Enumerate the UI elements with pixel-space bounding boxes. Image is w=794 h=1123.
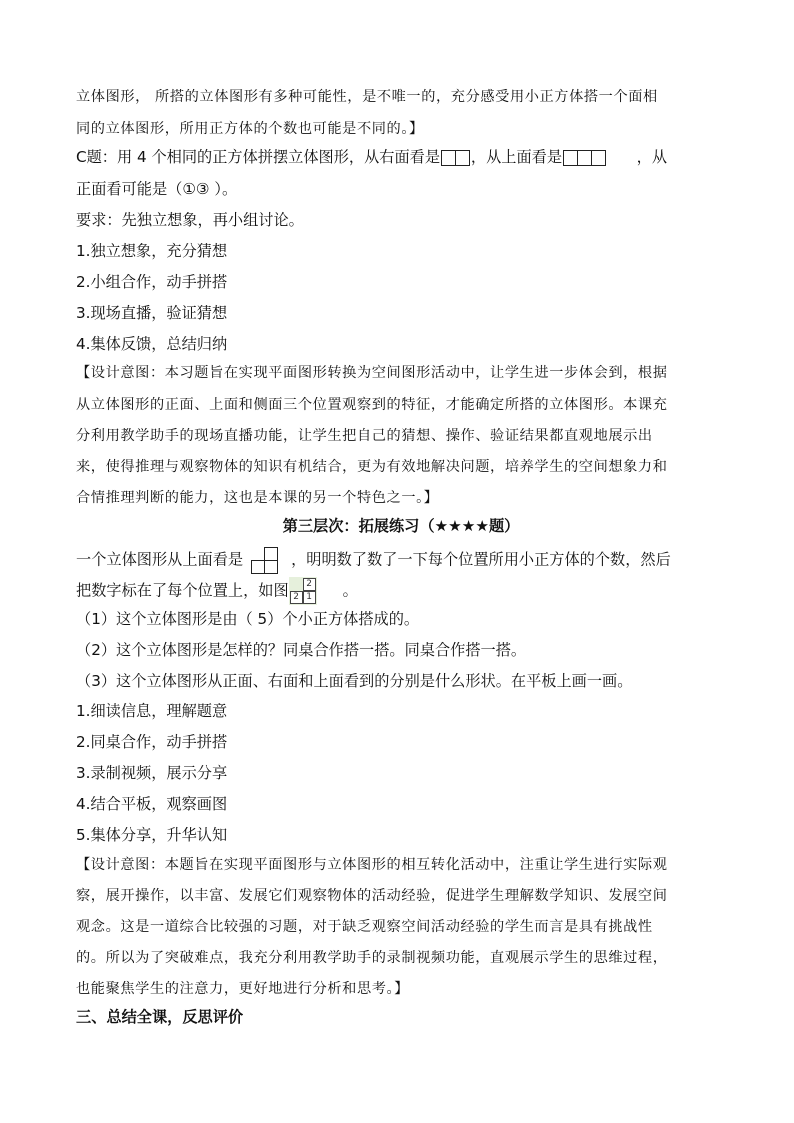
numbered-grid-figure <box>289 577 317 605</box>
extension-line-2 <box>76 577 358 605</box>
design-note-2-line-2: 察，展开操作，以丰富、发展它们观察物体的活动经验，促进学生理解数学知识、发展空间 <box>76 888 668 904</box>
design-note-1-line-5: 合情推理判断的能力，这也是本课的另一个特色之一。】 <box>76 490 439 506</box>
level3-heading: 第三层次：拓展练习（★★★★题） <box>282 517 520 535</box>
requirement-step-2: 2.小组合作，动手拼搭 <box>76 273 228 291</box>
top-view-shape-figure <box>251 546 281 574</box>
c-question-end: ，从 <box>636 148 667 166</box>
extension-step-4: 4.结合平板，观察画图 <box>76 795 228 813</box>
design-note-2-line-3: 观念。这是一道综合比较强的习题，对于缺乏观察空间活动经验的学生而言是具有挑战性 <box>76 919 653 935</box>
requirement-intro: 要求：先独立想象，再小组讨论。 <box>76 211 304 229</box>
right-view-figure <box>441 150 470 166</box>
extension-line-2-prefix: 把数字标在了每个位置上，如图 <box>76 581 289 600</box>
extension-question-2: （2）这个立体图形是怎样的？同桌合作搭一搭。同桌合作搭一搭。 <box>76 641 527 659</box>
extension-step-3: 3.录制视频，展示分享 <box>76 764 228 782</box>
extension-step-5: 5.集体分享，升华认知 <box>76 826 228 844</box>
extension-step-1: 1.细读信息，理解题意 <box>76 702 228 720</box>
requirement-step-4: 4.集体反馈，总结归纳 <box>76 335 228 353</box>
design-note-1-line-2: 从立体图形的正面、上面和侧面三个位置观察到的特征，才能确定所搭的立体图形。本课充 <box>76 397 668 413</box>
c-question-line-2: 正面看可能是（①③ ）。 <box>76 180 238 198</box>
top-note-line-2: 同的立体图形，所用正方体的个数也可能是不同的。】 <box>76 121 424 137</box>
grid-number: 2 <box>303 578 316 591</box>
extension-line-1 <box>76 546 671 574</box>
extension-line-2-suffix: 。 <box>342 581 358 600</box>
design-note-1-line-1: 【设计意图：本习题旨在实现平面图形转换为空间图形活动中，让学生进一步体会到，根据 <box>76 365 668 381</box>
design-note-2-line-4: 的。所以为了突破难点，我充分利用教学助手的录制视频功能，直观展示学生的思维过程， <box>76 950 668 966</box>
requirement-step-1: 1.独立想象，充分猜想 <box>76 242 228 260</box>
extension-question-1: （1）这个立体图形是由（ 5）个小正方体搭成的。 <box>76 610 420 628</box>
top-note-line-1: 立体图形， 所搭的立体图形有多种可能性，是不唯一的，充分感受用小正方体搭一个面相 <box>76 89 658 105</box>
extension-step-2: 2.同桌合作，动手拼搭 <box>76 733 228 751</box>
section3-heading: 三、总结全课，反思评价 <box>76 1008 244 1026</box>
requirement-step-3: 3.现场直播，验证猜想 <box>76 304 228 322</box>
design-note-2-line-5: 也能聚焦学生的注意力，更好地进行分析和思考。】 <box>76 981 410 997</box>
grid-number: 1 <box>303 591 316 604</box>
c-question-line-1 <box>76 146 667 167</box>
design-note-1-line-4: 来，使得推理与观察物体的知识有机结合，更为有效地解决问题，培养学生的空间想象力和 <box>76 459 668 475</box>
c-question-prefix: C题：用 4 个相同的正方体拼摆立体图形，从右面看是 <box>76 148 441 166</box>
c-question-mid: ，从上面看是 <box>470 148 562 166</box>
extension-line-1-prefix: 一个立体图形从上面看是 <box>76 550 244 569</box>
grid-number: 2 <box>290 591 303 604</box>
extension-line-1-suffix: ，明明数了数了一下每个位置所用小正方体的个数，然后 <box>291 550 671 569</box>
design-note-2-line-1: 【设计意图：本题旨在实现平面图形与立体图形的相互转化活动中，注重让学生进行实际观 <box>76 857 668 873</box>
top-view-figure <box>563 150 606 166</box>
extension-question-3: （3）这个立体图形从正面、右面和上面看到的分别是什么形状。在平板上画一画。 <box>76 672 633 690</box>
design-note-1-line-3: 分利用教学助手的现场直播功能，让学生把自己的猜想、操作、验证结果都直观地展示出 <box>76 428 653 444</box>
